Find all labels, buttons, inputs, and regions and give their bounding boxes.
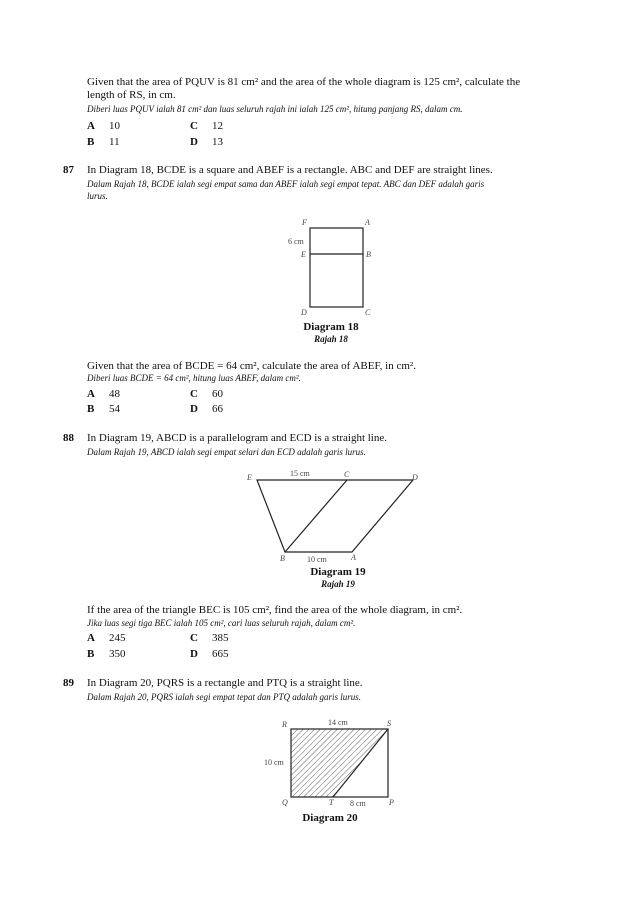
q89-text-en: In Diagram 20, PQRS is a rectangle and PTQ is a straight line.	[87, 677, 363, 689]
label-a: A	[351, 553, 356, 562]
q88-text-ms: Dalam Rajah 19, ABCD ialah segi empat selari dan ECD adalah garis lurus.	[87, 447, 366, 457]
label-e: E	[247, 473, 252, 482]
diagram-19	[240, 466, 430, 568]
q89-text-ms: Dalam Rajah 20, PQRS ialah segi empat tepat dan PTQ adalah garis lurus.	[87, 692, 361, 702]
dimension-8cm: 8 cm	[350, 799, 366, 808]
label-d: D	[301, 308, 307, 317]
label-r: R	[282, 720, 287, 729]
option-letter: B	[87, 648, 95, 660]
option-letter: C	[190, 120, 198, 132]
diagram-19-caption-ms: Rajah 19	[321, 579, 355, 589]
option-value: 385	[212, 632, 229, 644]
label-b: B	[280, 554, 285, 563]
option-value: 665	[212, 648, 229, 660]
q87-option-b[interactable]	[87, 403, 120, 415]
line-bc	[285, 480, 347, 552]
rectangle-fdca	[310, 228, 363, 307]
label-b: B	[366, 250, 371, 259]
diagram-18-caption-ms: Rajah 18	[314, 334, 348, 344]
q86-option-c[interactable]	[190, 120, 223, 132]
label-f: F	[302, 218, 307, 227]
option-letter: A	[87, 388, 95, 400]
option-letter: C	[190, 632, 198, 644]
trapezium-edba	[257, 480, 413, 552]
q86-text-en-line2: length of RS, in cm.	[87, 89, 176, 101]
option-letter: B	[87, 136, 95, 148]
option-value: 350	[109, 648, 126, 660]
option-letter: D	[190, 136, 198, 148]
q88-question-en: If the area of the triangle BEC is 105 cm², find the area of the whole diagram, in cm².	[87, 604, 463, 616]
diagram-20	[258, 712, 404, 812]
option-value: 48	[109, 388, 120, 400]
q88-number: 88	[63, 432, 74, 444]
label-d: D	[412, 473, 418, 482]
dimension-6cm: 6 cm	[288, 237, 304, 246]
option-value: 13	[212, 136, 223, 148]
q86-text-ms: Diberi luas PQUV ialah 81 cm² dan luas seluruh rajah ini ialah 125 cm², hitung panjang RS, dalam cm.	[87, 104, 463, 114]
option-letter: A	[87, 632, 95, 644]
option-value: 54	[109, 403, 120, 415]
q86-text-en-line1: Given that the area of PQUV is 81 cm² and the area of the whole diagram is 125 cm², calculate the	[87, 76, 521, 88]
q88-option-d[interactable]	[190, 648, 229, 660]
dimension-14cm: 14 cm	[328, 718, 348, 727]
diagram-18	[280, 214, 380, 320]
q88-text-en: In Diagram 19, ABCD is a parallelogram and ECD is a straight line.	[87, 432, 387, 444]
diagram-19-caption: Diagram 19	[310, 566, 366, 578]
option-letter: D	[190, 648, 198, 660]
label-p: P	[389, 798, 394, 807]
label-c: C	[365, 308, 371, 317]
option-value: 245	[109, 632, 126, 644]
option-letter: D	[190, 403, 198, 415]
q87-question-ms: Diberi luas BCDE = 64 cm², hitung luas ABEF, dalam cm².	[87, 373, 301, 383]
q88-question-ms: Jika luas segi tiga BEC ialah 105 cm², cari luas seluruh rajah, dalam cm².	[87, 618, 356, 628]
q87-text-ms-line1: Dalam Rajah 18, BCDE ialah segi empat sama dan ABEF ialah segi empat tepat. ABC dan DEF adalah garis	[87, 179, 485, 189]
option-letter: C	[190, 388, 198, 400]
shaded-trapezium-rstq	[291, 729, 388, 797]
q87-question-en: Given that the area of BCDE = 64 cm², calculate the area of ABEF, in cm².	[87, 360, 416, 372]
option-letter: B	[87, 403, 95, 415]
q88-option-b[interactable]	[87, 648, 126, 660]
label-c: C	[344, 470, 350, 479]
q87-option-a[interactable]	[87, 388, 120, 400]
q86-option-a[interactable]	[87, 120, 120, 132]
label-e: E	[301, 250, 306, 259]
q86-option-b[interactable]	[87, 136, 120, 148]
option-value: 11	[109, 136, 120, 148]
option-value: 60	[212, 388, 223, 400]
q88-option-a[interactable]	[87, 632, 126, 644]
q87-text-ms-line2: lurus.	[87, 191, 108, 201]
option-value: 12	[212, 120, 223, 132]
q89-number: 89	[63, 677, 74, 689]
label-t: T	[329, 798, 334, 807]
q87-option-c[interactable]	[190, 388, 223, 400]
label-s: S	[387, 719, 391, 728]
q87-option-d[interactable]	[190, 403, 223, 415]
dimension-15cm: 15 cm	[290, 469, 310, 478]
option-value: 10	[109, 120, 120, 132]
label-q: Q	[282, 798, 288, 807]
q87-text-en: In Diagram 18, BCDE is a square and ABEF is a rectangle. ABC and DEF are straight lines.	[87, 164, 493, 176]
diagram-18-caption: Diagram 18	[303, 321, 359, 333]
q87-number: 87	[63, 164, 74, 176]
option-value: 66	[212, 403, 223, 415]
q86-option-d[interactable]	[190, 136, 223, 148]
dimension-10cm: 10 cm	[264, 758, 284, 767]
dimension-10cm: 10 cm	[307, 555, 327, 564]
diagram-20-caption: Diagram 20	[302, 812, 358, 824]
label-a: A	[365, 218, 370, 227]
option-letter: A	[87, 120, 95, 132]
q88-option-c[interactable]	[190, 632, 229, 644]
